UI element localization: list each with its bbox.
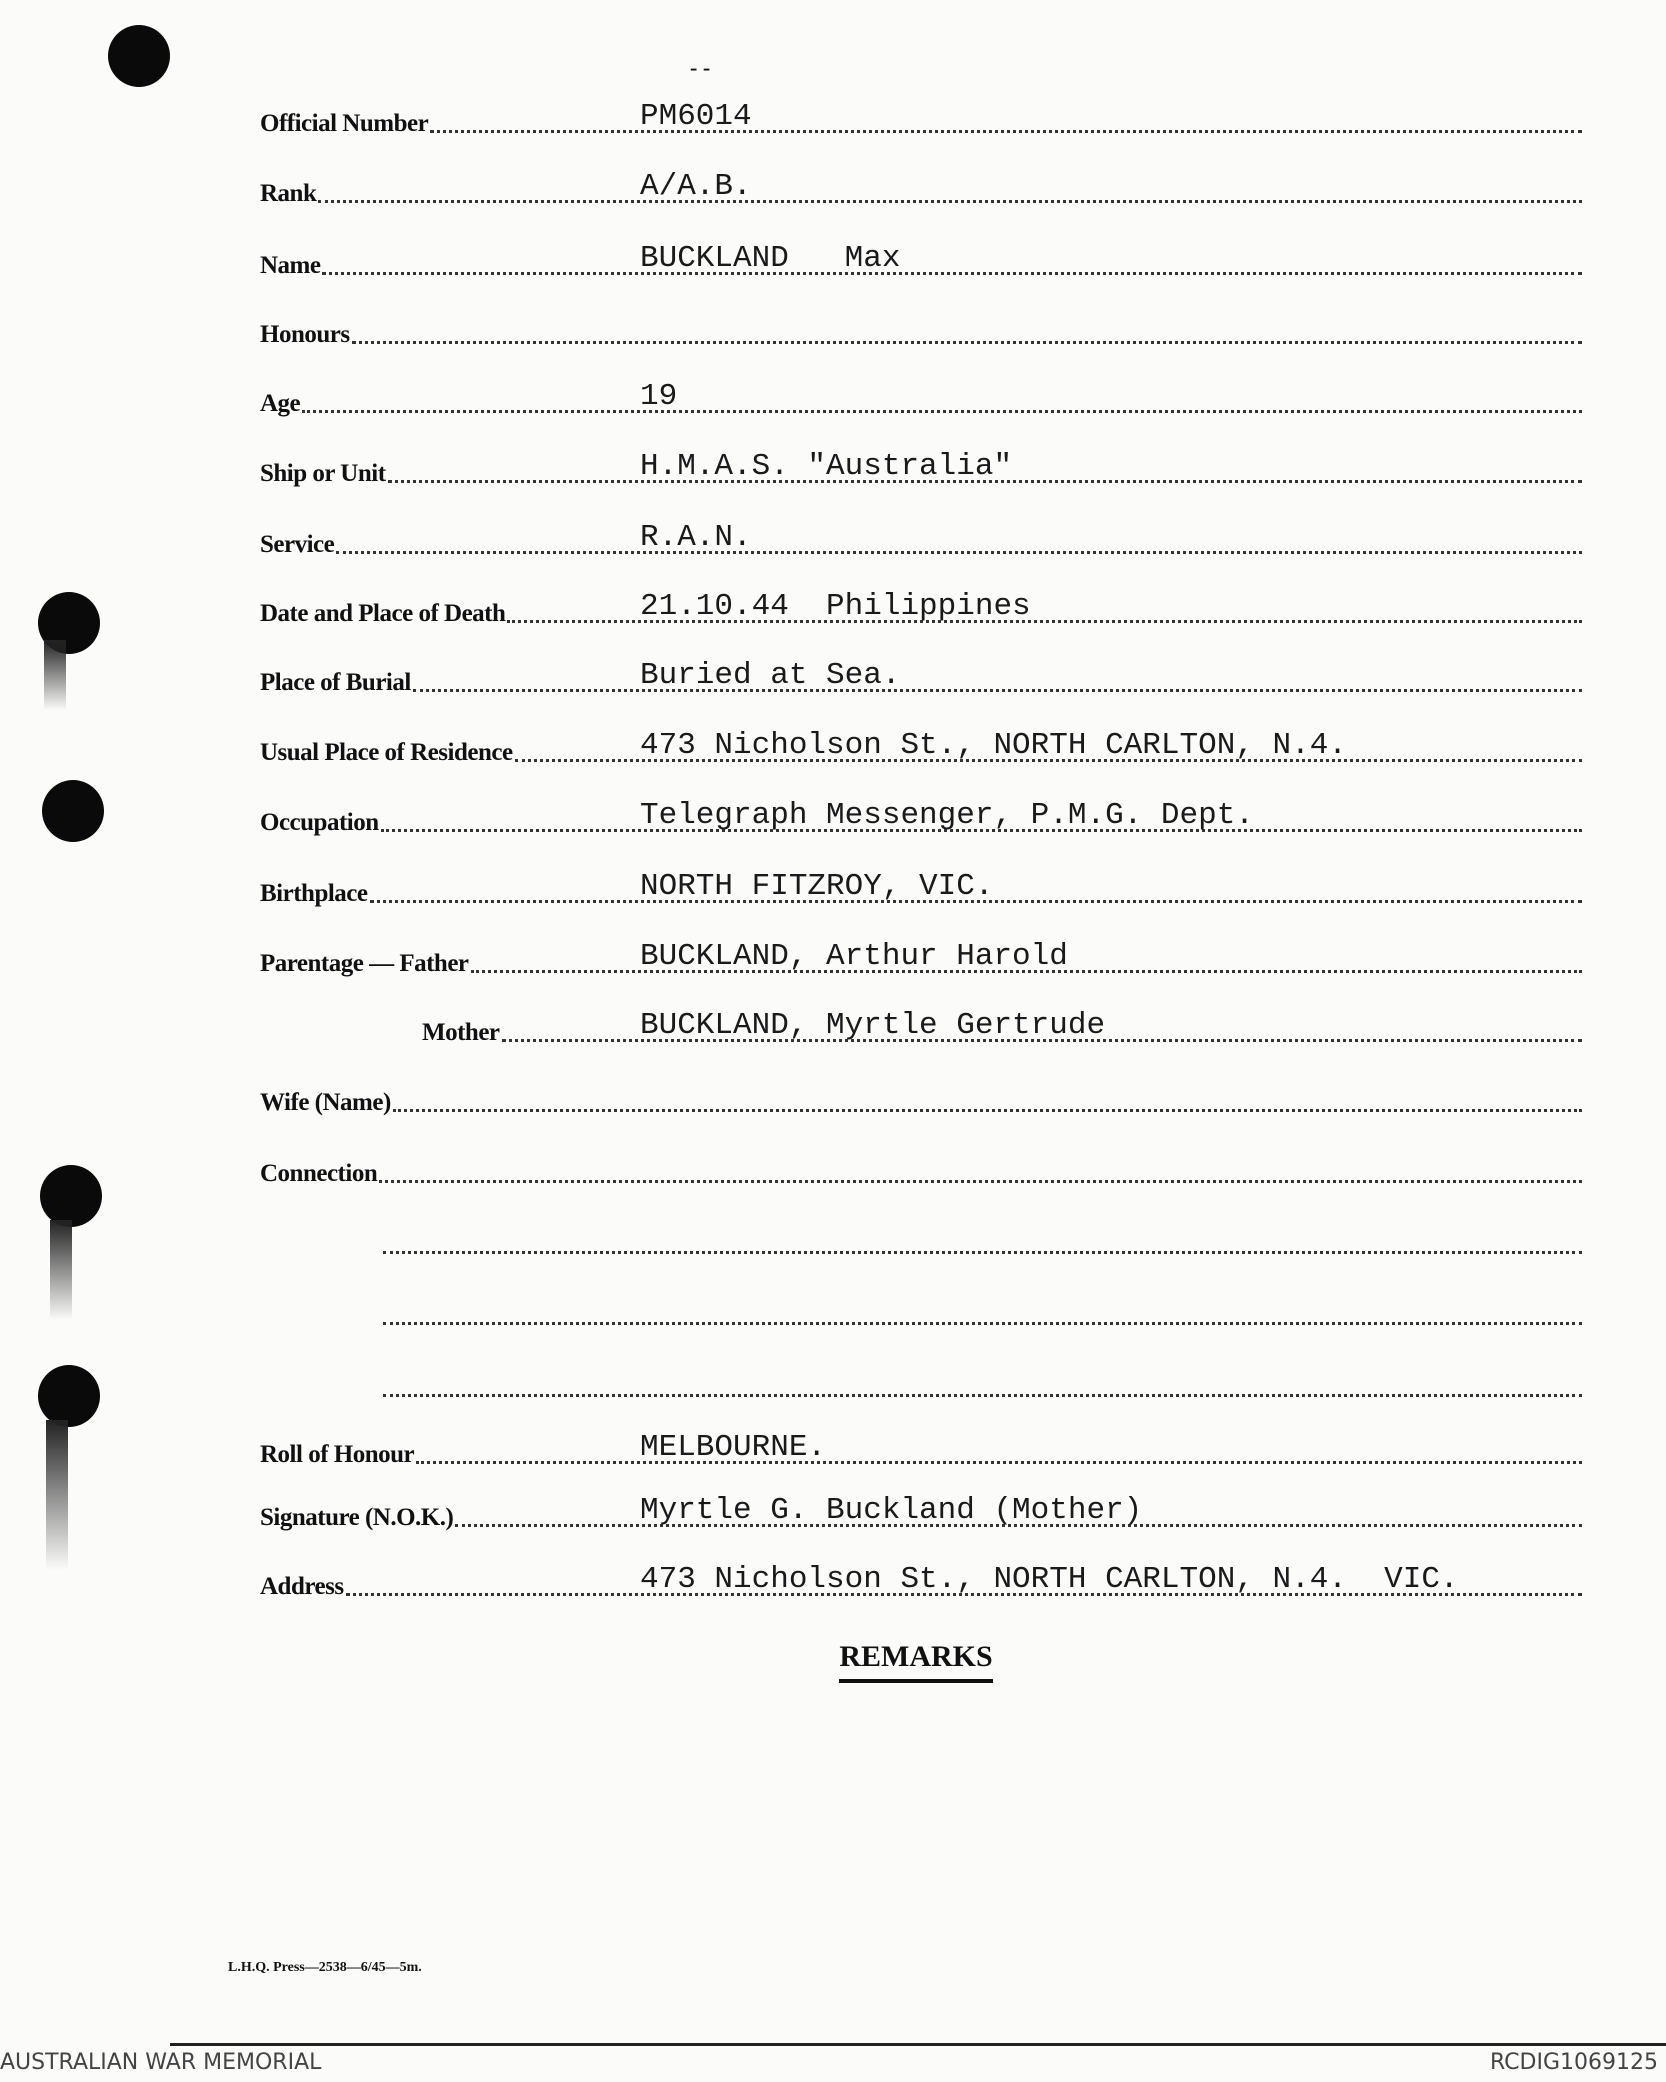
field-label: Ship or Unit bbox=[260, 460, 386, 487]
field-value: H.M.A.S. "Australia" bbox=[640, 449, 1013, 484]
field-roll-of-honour bbox=[260, 1431, 1582, 1467]
field-value: MELBOURNE. bbox=[640, 1430, 827, 1465]
punch-hole bbox=[42, 780, 104, 842]
punch-hole bbox=[108, 25, 170, 87]
punch-hole bbox=[40, 1165, 102, 1227]
field-birthplace bbox=[260, 870, 1582, 906]
punch-smear bbox=[46, 1420, 68, 1570]
field-connection bbox=[260, 1150, 1582, 1186]
field-service bbox=[260, 521, 1582, 557]
field-usual-residence bbox=[260, 729, 1582, 765]
field-label: Service bbox=[260, 531, 335, 558]
field-value: 21.10.44 Philippines bbox=[640, 589, 1031, 624]
field-value: BUCKLAND Max bbox=[640, 241, 901, 276]
field-label: Place of Burial bbox=[260, 669, 411, 696]
printer-imprint: L.H.Q. Press—2538—6/45—5m. bbox=[228, 1960, 422, 1975]
dotted-leader bbox=[383, 1250, 1582, 1254]
field-official-number bbox=[260, 100, 1582, 136]
connection-blank-line bbox=[381, 1364, 1582, 1400]
dotted-leader bbox=[383, 1393, 1582, 1397]
field-value: BUCKLAND, Arthur Harold bbox=[640, 939, 1068, 974]
dotted-leader bbox=[430, 129, 1582, 133]
punch-smear bbox=[44, 640, 66, 710]
field-mother bbox=[422, 1009, 1582, 1045]
field-label: Occupation bbox=[260, 809, 379, 836]
field-label: Usual Place of Residence bbox=[260, 739, 513, 766]
dotted-leader bbox=[413, 688, 1582, 692]
field-label: Rank bbox=[260, 180, 317, 207]
dotted-leader bbox=[322, 271, 1582, 275]
footer-record-id: RCDIG1069125 bbox=[1489, 2050, 1658, 2075]
field-signature-nok bbox=[260, 1494, 1582, 1530]
field-label: Parentage — Father bbox=[260, 950, 469, 977]
field-label: Address bbox=[260, 1573, 344, 1600]
field-label: Official Number bbox=[260, 110, 429, 137]
field-wife-name bbox=[260, 1079, 1582, 1115]
connection-blank-line bbox=[381, 1221, 1582, 1257]
footer-institution: AUSTRALIAN WAR MEMORIAL bbox=[0, 2050, 322, 2075]
field-age bbox=[260, 380, 1582, 416]
dotted-leader bbox=[383, 1321, 1582, 1325]
field-value: NORTH FITZROY, VIC. bbox=[640, 869, 994, 904]
connection-blank-line bbox=[381, 1292, 1582, 1328]
field-label: Wife (Name) bbox=[260, 1089, 391, 1116]
punch-hole bbox=[38, 1365, 100, 1427]
remarks-heading-text: REMARKS bbox=[839, 1640, 992, 1683]
field-label: Age bbox=[260, 390, 301, 417]
top-mark: - - bbox=[690, 55, 711, 80]
punch-smear bbox=[50, 1220, 72, 1320]
field-value: A/A.B. bbox=[640, 169, 752, 204]
field-father bbox=[260, 940, 1582, 976]
field-label: Name bbox=[260, 252, 321, 279]
field-ship-or-unit bbox=[260, 450, 1582, 486]
field-occupation bbox=[260, 799, 1582, 835]
field-value: Telegraph Messenger, P.M.G. Dept. bbox=[640, 798, 1254, 833]
field-value: BUCKLAND, Myrtle Gertrude bbox=[640, 1008, 1106, 1043]
field-name bbox=[260, 242, 1582, 278]
field-date-place-of-death bbox=[260, 590, 1582, 626]
field-label: Connection bbox=[260, 1160, 378, 1187]
field-honours bbox=[260, 311, 1582, 347]
dotted-leader bbox=[393, 1108, 1582, 1112]
remarks-heading bbox=[0, 1640, 1666, 1674]
field-label: Signature (N.O.K.) bbox=[260, 1504, 454, 1531]
field-value: Buried at Sea. bbox=[640, 658, 901, 693]
dotted-leader bbox=[379, 1179, 1582, 1183]
field-label: Roll of Honour bbox=[260, 1441, 415, 1468]
dotted-leader bbox=[302, 409, 1582, 413]
dotted-leader bbox=[416, 1460, 1582, 1464]
field-value: Myrtle G. Buckland (Mother) bbox=[640, 1493, 1143, 1528]
field-label: Birthplace bbox=[260, 880, 368, 907]
field-label: Mother bbox=[422, 1019, 500, 1046]
dotted-leader bbox=[336, 550, 1582, 554]
field-value: 473 Nicholson St., NORTH CARLTON, N.4. VIC. bbox=[640, 1562, 1459, 1597]
field-label: Date and Place of Death bbox=[260, 600, 506, 627]
footer-divider bbox=[170, 2043, 1666, 2046]
field-value: PM6014 bbox=[640, 99, 752, 134]
field-place-of-burial bbox=[260, 659, 1582, 695]
field-label: Honours bbox=[260, 321, 350, 348]
field-value: 19 bbox=[640, 379, 678, 414]
dotted-leader bbox=[352, 340, 1582, 344]
dotted-leader bbox=[318, 199, 1582, 203]
field-address bbox=[260, 1563, 1582, 1599]
field-value: R.A.N. bbox=[640, 520, 752, 555]
field-rank bbox=[260, 170, 1582, 206]
field-value: 473 Nicholson St., NORTH CARLTON, N.4. bbox=[640, 728, 1347, 763]
